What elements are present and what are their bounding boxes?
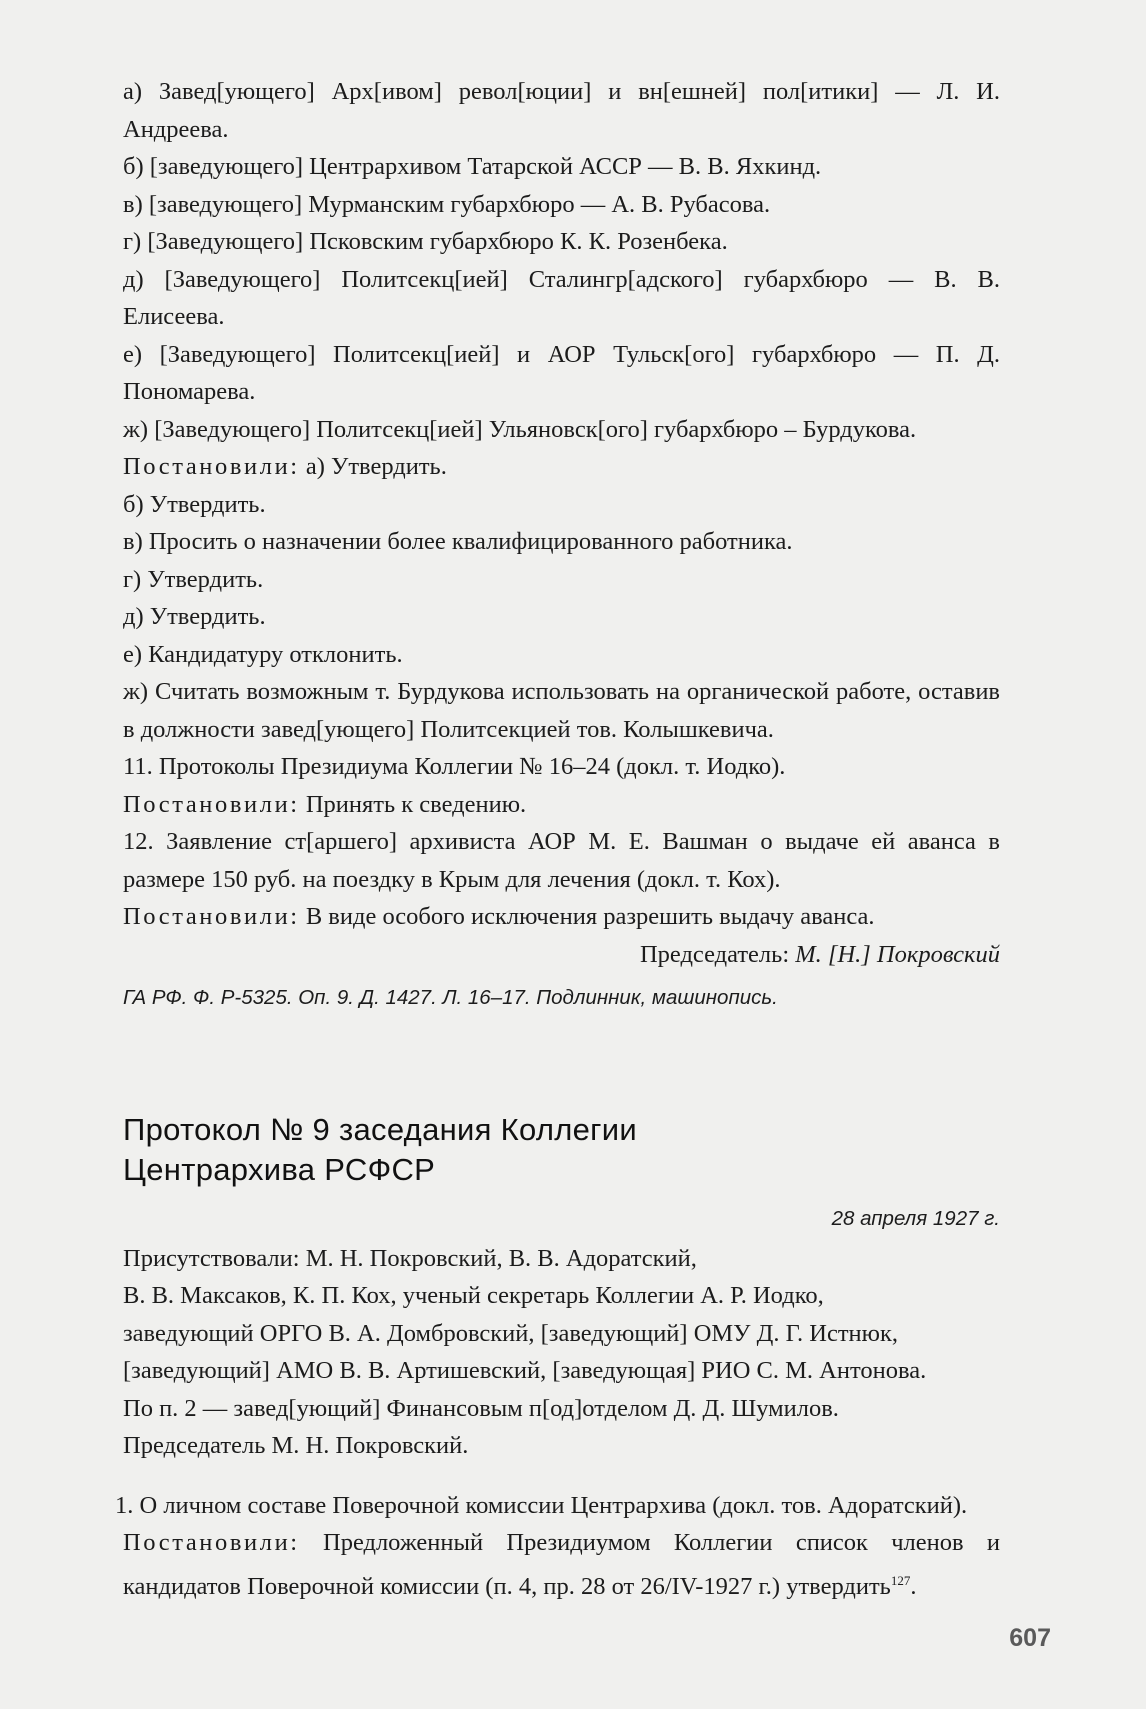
chairman-signature bbox=[123, 936, 1000, 974]
item-b: б) [заведующего] Центрархивом Татарской АССР — В. В. Яхкинд. bbox=[123, 153, 822, 180]
resolution-a-text: а) Утвердить. bbox=[305, 453, 447, 480]
section-gap bbox=[123, 1465, 1000, 1487]
item-zh: ж) [Заведующего] Политсекц[ией] Ульяновск[ого] губархбюро – Бурдукова. bbox=[123, 415, 917, 443]
item-11: 11. Протоколы Президиума Коллегии № 16–24 (докл. т. Иодко). bbox=[123, 753, 786, 780]
decision-e: е) Кандидатуру отклонить. bbox=[123, 640, 403, 668]
attendees-line: [заведующий] АМО В. В. Артишевский, [заведующая] РИО С. М. Антонова. bbox=[123, 1357, 927, 1384]
protocol-heading bbox=[123, 1110, 1000, 1190]
item-a: а) Завед[ующего] Арх[ивом] револ[юции] и вн[ешней] пол[итики] — Л. И. Андреева. bbox=[123, 78, 1000, 143]
item-11-resolution-text: Принять к сведению. bbox=[305, 790, 527, 818]
decision-zh: ж) Считать возможным т. Бурдукова использовать на органической работе, оставив в должности завед[ующего] Политсекцией тов. Колышкевича. bbox=[123, 678, 1000, 743]
attendees-line: В. В. Максаков, К. П. Кох, ученый секретарь Коллегии А. Р. Иодко, bbox=[123, 1282, 824, 1309]
item-d: д) [Заведующего] Политсекц[ией] Сталингр[адского] губархбюро — В. В. Елисеева. bbox=[123, 265, 1000, 330]
item-12-resolution-text: В виде особого исключения разрешить выдачу аванса. bbox=[305, 903, 875, 930]
page-number: 607 bbox=[1009, 1624, 1051, 1652]
item-e: е) [Заведующего] Политсекц[ией] и АОР Тульск[ого] губархбюро — П. Д. Пономарева. bbox=[123, 340, 1000, 405]
resolved-label: Постановили: bbox=[123, 790, 300, 818]
item-1: 1. О личном составе Поверочной комиссии Центрархива (докл. тов. Адоратский). bbox=[115, 1491, 968, 1519]
archive-source: ГА РФ. Ф. Р-5325. Оп. 9. Д. 1427. Л. 16–17. Подлинник, машинопись. bbox=[123, 986, 778, 1009]
chairman-label: Председатель: bbox=[639, 940, 790, 968]
item-v: в) [заведующего] Мурманским губархбюро — А. В. Рубасова. bbox=[123, 190, 771, 218]
heading-line-2: Центрархива РСФСР bbox=[123, 1151, 436, 1187]
resolution-a bbox=[123, 448, 1000, 486]
decision-b: б) Утвердить. bbox=[123, 490, 266, 518]
item-1-resolution bbox=[123, 1524, 1000, 1605]
item-12-resolution bbox=[123, 898, 1000, 936]
item-11-resolution bbox=[123, 786, 1000, 824]
attendees-line: Присутствовали: М. Н. Покровский, В. В. Адоратский, bbox=[123, 1244, 697, 1272]
decision-v: в) Просить о назначении более квалифицированного работника. bbox=[123, 528, 793, 555]
attendees bbox=[123, 1240, 1000, 1465]
decision-d: д) Утвердить. bbox=[123, 603, 266, 630]
footnote-ref: 127 bbox=[890, 1572, 911, 1588]
item-1-resolution-end: . bbox=[910, 1572, 917, 1600]
attendees-line: заведующий ОРГО В. А. Домбровский, [заведующий] ОМУ Д. Г. Истнюк, bbox=[123, 1319, 898, 1347]
item-g: г) [Заведующего] Псковским губархбюро К. К. Розенбека. bbox=[123, 228, 728, 255]
attendees-line: По п. 2 — завед[ующий] Финансовым п[од]отделом Д. Д. Шумилов. bbox=[123, 1394, 839, 1422]
decision-g: г) Утвердить. bbox=[123, 565, 264, 593]
attendees-line: Председатель М. Н. Покровский. bbox=[123, 1432, 469, 1459]
resolved-label: Постановили: bbox=[123, 903, 300, 930]
resolved-label: Постановили: bbox=[123, 453, 300, 480]
chairman-name: М. [Н.] Покровский bbox=[795, 940, 1000, 968]
resolved-label: Постановили: bbox=[123, 1529, 300, 1556]
item-12: 12. Заявление ст[аршего] архивиста АОР М. Е. Вашман о выдаче ей аванса в размере 150 руб. на поездку в Крым для лечения (докл. т. Кох). bbox=[123, 828, 1000, 893]
document-body bbox=[115, 73, 1000, 1605]
heading-line-1: Протокол № 9 заседания Коллегии bbox=[123, 1111, 638, 1147]
item-1-resolution-text: Предложенный Президиумом Коллегии список членов и кандидатов Поверочной комиссии (п. 4, пр. 28 от 26/IV-1927 г.) утвердить bbox=[123, 1529, 1000, 1600]
protocol-date: 28 апреля 1927 г. bbox=[831, 1206, 1000, 1230]
